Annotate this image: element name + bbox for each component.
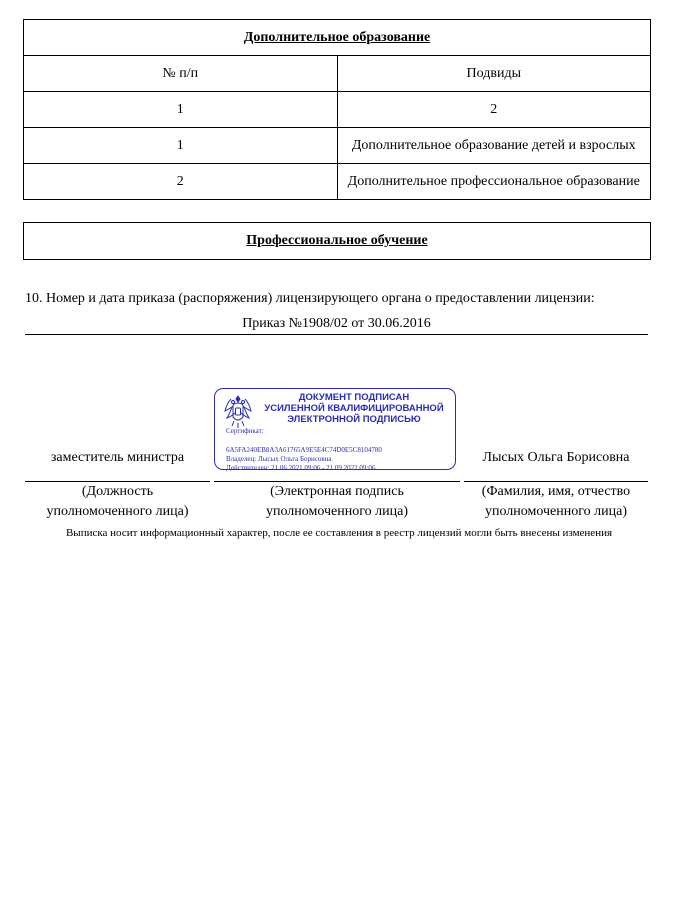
signer-name: Лысых Ольга Борисовна [482,450,630,465]
stamp-validity: Действителен: 21.06.2021 09:06 - 21.09.2022 09:06 [226,464,376,472]
table-row [24,128,651,164]
additional-education-heading: Дополнительное образование [24,20,651,56]
order-underline [25,334,648,335]
professional-training-heading: Профессиональное обучение [24,223,651,260]
index-cell-2: 2 [337,92,651,128]
coat-of-arms-icon [221,393,255,429]
signature-caption: (Электронная подпись уполномоченного лица) [266,484,408,519]
disclaimer-note: Выписка носит информационный характер, после ее составления в реестр лицензий могли быть внесены изменения [65,527,613,539]
stamp-cert-label: Сертификат: [226,427,264,435]
position-caption: (Должность уполномоченного лица) [46,484,189,519]
stamp-title-line: ЭЛЕКТРОННОЙ ПОДПИСЬЮ [287,414,421,425]
table-heading-row [24,20,651,56]
stamp-title-line: ДОКУМЕНТ ПОДПИСАН [298,392,410,403]
order-value: Приказ №1908/02 от 30.06.2016 [242,316,431,331]
electronic-signature-stamp [214,388,456,470]
stamp-owner: Владелец: Лысых Ольга Борисовна [226,455,332,463]
name-caption: (Фамилия, имя, отчество уполномоченного лица) [481,484,631,519]
row-num: 2 [24,164,338,200]
index-cell-1: 1 [24,92,338,128]
col-subtypes-header: Подвиды [337,56,651,92]
row-num: 1 [24,128,338,164]
row-name: Дополнительное профессиональное образование [337,164,651,200]
table-index-row [24,92,651,128]
order-label: 10. Номер и дата приказа (распоряжения) лицензирующего органа о предоставлении лицензии: [25,291,595,306]
stamp-title-line: УСИЛЕННОЙ КВАЛИФИЦИРОВАННОЙ [264,403,444,414]
signer-position: заместитель министра [50,450,185,465]
table-heading-row [24,223,651,260]
table-header-row [24,56,651,92]
stamp-cert-number: 6A5FA240EB8A3A61765A9E5E4C74D0E5C8104780 [226,446,382,454]
additional-education-table [23,19,651,200]
professional-training-table [23,222,651,260]
row-name: Дополнительное образование детей и взрослых [337,128,651,164]
col-num-header: № п/п [24,56,338,92]
stamp-title [257,392,451,425]
table-row [24,164,651,200]
